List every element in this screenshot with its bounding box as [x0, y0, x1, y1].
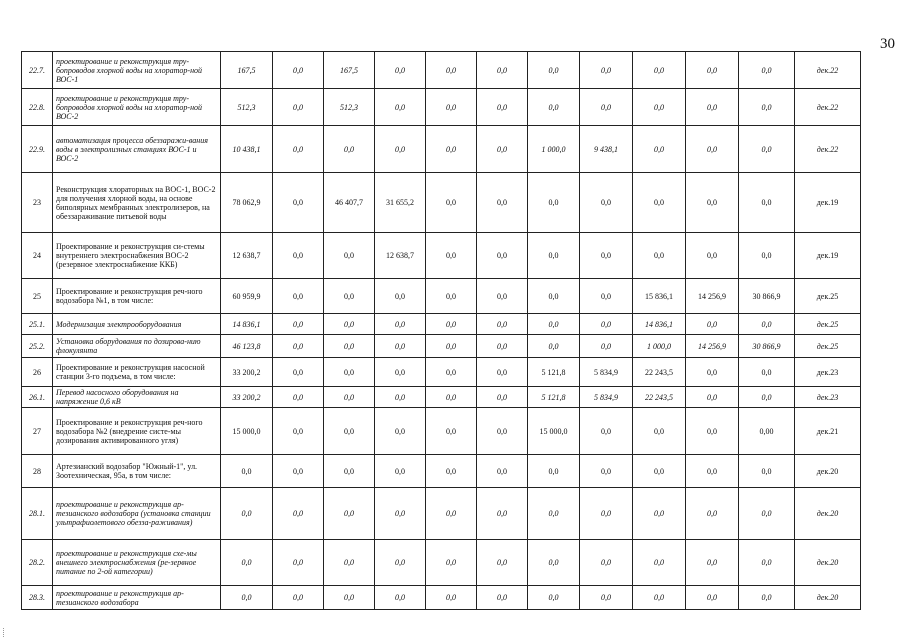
value-cell: 0,0 — [375, 126, 426, 173]
value-cell: 0,0 — [633, 233, 686, 279]
value-cell: 0,0 — [324, 335, 375, 358]
table-row — [22, 586, 861, 610]
value-cell: 0,00 — [739, 408, 795, 455]
deadline-cell: дек.25 — [795, 314, 861, 335]
value-cell: 15 000,0 — [221, 408, 273, 455]
value-cell: 0,0 — [324, 455, 375, 488]
row-number-cell: 28.3. — [22, 586, 53, 610]
value-cell: 0,0 — [375, 89, 426, 126]
value-cell: 9 438,1 — [580, 126, 633, 173]
value-cell: 0,0 — [739, 52, 795, 89]
value-cell: 0,0 — [426, 233, 477, 279]
row-number-cell: 23 — [22, 173, 53, 233]
value-cell: 0,0 — [633, 52, 686, 89]
value-cell: 10 438,1 — [221, 126, 273, 173]
value-cell: 0,0 — [324, 233, 375, 279]
value-cell: 31 655,2 — [375, 173, 426, 233]
row-name-cell: Модернизация электрооборудования — [53, 314, 221, 335]
table-row — [22, 279, 861, 314]
deadline-cell: дек.22 — [795, 52, 861, 89]
value-cell: 0,0 — [477, 279, 528, 314]
value-cell: 0,0 — [739, 233, 795, 279]
value-cell: 0,0 — [528, 89, 580, 126]
value-cell: 0,0 — [221, 455, 273, 488]
value-cell: 0,0 — [477, 540, 528, 586]
value-cell: 0,0 — [580, 279, 633, 314]
value-cell: 0,0 — [477, 126, 528, 173]
table-row — [22, 89, 861, 126]
value-cell: 0,0 — [477, 408, 528, 455]
value-cell: 0,0 — [528, 335, 580, 358]
value-cell: 0,0 — [324, 126, 375, 173]
value-cell: 0,0 — [528, 586, 580, 610]
row-number-cell: 22.8. — [22, 89, 53, 126]
value-cell: 0,0 — [686, 52, 739, 89]
value-cell: 0,0 — [426, 335, 477, 358]
deadline-cell: дек.20 — [795, 455, 861, 488]
value-cell: 0,0 — [580, 455, 633, 488]
value-cell: 0,0 — [633, 586, 686, 610]
value-cell: 0,0 — [426, 586, 477, 610]
value-cell: 0,0 — [633, 89, 686, 126]
value-cell: 0,0 — [528, 233, 580, 279]
value-cell: 0,0 — [375, 335, 426, 358]
deadline-cell: дек.22 — [795, 89, 861, 126]
value-cell: 0,0 — [528, 279, 580, 314]
value-cell: 0,0 — [633, 540, 686, 586]
value-cell: 512,3 — [324, 89, 375, 126]
value-cell: 0,0 — [528, 173, 580, 233]
deadline-cell: дек.25 — [795, 279, 861, 314]
value-cell: 0,0 — [686, 455, 739, 488]
value-cell: 12 638,7 — [375, 233, 426, 279]
row-number-cell: 26 — [22, 358, 53, 387]
value-cell: 0,0 — [426, 358, 477, 387]
row-name-cell: проектирование и реконструкция ар-тезианского водозабора (установка станции ультрафиолетового обезза-раживания) — [53, 488, 221, 540]
value-cell: 0,0 — [633, 408, 686, 455]
value-cell: 0,0 — [375, 488, 426, 540]
table-row — [22, 314, 861, 335]
row-number-cell: 22.9. — [22, 126, 53, 173]
value-cell: 0,0 — [426, 279, 477, 314]
value-cell: 0,0 — [686, 126, 739, 173]
row-number-cell: 24 — [22, 233, 53, 279]
value-cell: 0,0 — [324, 488, 375, 540]
value-cell: 0,0 — [686, 358, 739, 387]
value-cell: 0,0 — [426, 173, 477, 233]
value-cell: 0,0 — [477, 314, 528, 335]
table-row — [22, 488, 861, 540]
value-cell: 0,0 — [580, 89, 633, 126]
value-cell: 0,0 — [221, 488, 273, 540]
value-cell: 0,0 — [375, 52, 426, 89]
value-cell: 0,0 — [273, 173, 324, 233]
row-name-cell: Проектирование и реконструкция реч-ного водозабора №2 (внедрение систе-мы дозирования активированного угля) — [53, 408, 221, 455]
value-cell: 46 123,8 — [221, 335, 273, 358]
value-cell: 5 834,9 — [580, 358, 633, 387]
value-cell: 0,0 — [686, 233, 739, 279]
value-cell: 0,0 — [273, 455, 324, 488]
value-cell: 0,0 — [273, 408, 324, 455]
value-cell: 0,0 — [273, 89, 324, 126]
table-row — [22, 126, 861, 173]
value-cell: 0,0 — [221, 586, 273, 610]
deadline-cell: дек.22 — [795, 126, 861, 173]
value-cell: 0,0 — [686, 586, 739, 610]
value-cell: 0,0 — [739, 126, 795, 173]
row-name-cell: проектирование и реконструкция схе-мы внешнего электроснабжения (ре-зервное питание по 2-ой категории) — [53, 540, 221, 586]
table-row — [22, 387, 861, 408]
value-cell: 0,0 — [375, 358, 426, 387]
value-cell: 0,0 — [580, 540, 633, 586]
value-cell: 0,0 — [477, 52, 528, 89]
row-name-cell: проектирование и реконструкция тру-бопроводов хлорной воды на хлоратор-ной ВОС-1 — [53, 52, 221, 89]
value-cell: 0,0 — [580, 314, 633, 335]
value-cell: 30 866,9 — [739, 279, 795, 314]
value-cell: 0,0 — [686, 173, 739, 233]
value-cell: 0,0 — [375, 408, 426, 455]
value-cell: 0,0 — [221, 540, 273, 586]
row-number-cell: 27 — [22, 408, 53, 455]
value-cell: 0,0 — [528, 314, 580, 335]
value-cell: 0,0 — [273, 488, 324, 540]
value-cell: 0,0 — [273, 314, 324, 335]
value-cell: 0,0 — [686, 387, 739, 408]
row-number-cell: 25 — [22, 279, 53, 314]
value-cell: 0,0 — [739, 540, 795, 586]
value-cell: 0,0 — [739, 488, 795, 540]
value-cell: 0,0 — [426, 89, 477, 126]
investment-table — [21, 51, 861, 610]
deadline-cell: дек.20 — [795, 488, 861, 540]
value-cell: 0,0 — [324, 358, 375, 387]
value-cell: 0,0 — [580, 173, 633, 233]
value-cell: 0,0 — [273, 126, 324, 173]
value-cell: 5 834,9 — [580, 387, 633, 408]
value-cell: 0,0 — [273, 52, 324, 89]
row-number-cell: 26.1. — [22, 387, 53, 408]
value-cell: 0,0 — [375, 314, 426, 335]
row-number-cell: 25.1. — [22, 314, 53, 335]
value-cell: 0,0 — [633, 173, 686, 233]
value-cell: 0,0 — [633, 488, 686, 540]
value-cell: 60 959,9 — [221, 279, 273, 314]
table-row — [22, 540, 861, 586]
value-cell: 0,0 — [739, 89, 795, 126]
value-cell: 0,0 — [273, 335, 324, 358]
value-cell: 33 200,2 — [221, 358, 273, 387]
value-cell: 167,5 — [324, 52, 375, 89]
value-cell: 0,0 — [739, 358, 795, 387]
value-cell: 46 407,7 — [324, 173, 375, 233]
value-cell: 0,0 — [580, 233, 633, 279]
value-cell: 0,0 — [324, 586, 375, 610]
value-cell: 0,0 — [324, 314, 375, 335]
value-cell: 0,0 — [477, 488, 528, 540]
row-name-cell: Установка оборудования по дозирова-нию флокулянта — [53, 335, 221, 358]
value-cell: 0,0 — [477, 455, 528, 488]
value-cell: 0,0 — [528, 488, 580, 540]
value-cell: 12 638,7 — [221, 233, 273, 279]
value-cell: 0,0 — [426, 387, 477, 408]
value-cell: 0,0 — [686, 540, 739, 586]
value-cell: 0,0 — [477, 387, 528, 408]
value-cell: 0,0 — [375, 279, 426, 314]
value-cell: 0,0 — [580, 52, 633, 89]
deadline-cell: дек.23 — [795, 387, 861, 408]
value-cell: 22 243,5 — [633, 358, 686, 387]
value-cell: 0,0 — [580, 408, 633, 455]
value-cell: 5 121,8 — [528, 358, 580, 387]
value-cell: 512,3 — [221, 89, 273, 126]
table-body — [22, 52, 861, 610]
value-cell: 0,0 — [739, 173, 795, 233]
value-cell: 15 836,1 — [633, 279, 686, 314]
value-cell: 0,0 — [324, 279, 375, 314]
value-cell: 14 256,9 — [686, 279, 739, 314]
value-cell: 0,0 — [375, 540, 426, 586]
row-number-cell: 28.1. — [22, 488, 53, 540]
value-cell: 0,0 — [324, 408, 375, 455]
value-cell: 0,0 — [739, 314, 795, 335]
value-cell: 0,0 — [426, 408, 477, 455]
value-cell: 14 836,1 — [221, 314, 273, 335]
deadline-cell: дек.21 — [795, 408, 861, 455]
table-row — [22, 408, 861, 455]
value-cell: 14 256,9 — [686, 335, 739, 358]
page-number: 30 — [880, 36, 895, 52]
value-cell: 0,0 — [528, 455, 580, 488]
deadline-cell: дек.20 — [795, 586, 861, 610]
table-row — [22, 233, 861, 279]
row-name-cell: Артезианский водозабор "Южный-1", ул. Зоотехническая, 95а, в том числе: — [53, 455, 221, 488]
row-name-cell: проектирование и реконструкция ар-тезианского водозабора — [53, 586, 221, 610]
table-row — [22, 455, 861, 488]
value-cell: 0,0 — [686, 488, 739, 540]
value-cell: 0,0 — [528, 540, 580, 586]
deadline-cell: дек.19 — [795, 233, 861, 279]
value-cell: 0,0 — [273, 540, 324, 586]
value-cell: 0,0 — [273, 387, 324, 408]
value-cell: 0,0 — [477, 173, 528, 233]
value-cell: 5 121,8 — [528, 387, 580, 408]
table-row — [22, 335, 861, 358]
value-cell: 0,0 — [686, 89, 739, 126]
table-row — [22, 52, 861, 89]
value-cell: 0,0 — [739, 387, 795, 408]
value-cell: 1 000,0 — [633, 335, 686, 358]
deadline-cell: дек.25 — [795, 335, 861, 358]
value-cell: 0,0 — [324, 387, 375, 408]
value-cell: 0,0 — [686, 314, 739, 335]
row-number-cell: 22.7. — [22, 52, 53, 89]
value-cell: 0,0 — [426, 488, 477, 540]
value-cell: 0,0 — [273, 279, 324, 314]
value-cell: 0,0 — [426, 455, 477, 488]
value-cell: 0,0 — [477, 358, 528, 387]
value-cell: 14 836,1 — [633, 314, 686, 335]
value-cell: 0,0 — [739, 455, 795, 488]
row-number-cell: 25.2. — [22, 335, 53, 358]
row-name-cell: Проектирование и реконструкция реч-ного водозабора №1, в том числе: — [53, 279, 221, 314]
value-cell: 0,0 — [426, 540, 477, 586]
row-name-cell: Реконструкция хлораторных на ВОС-1, ВОС-2 для получения хлорной воды, на основе биполярных мембранных электролизеров, на обеззараживание питьевой воды — [53, 173, 221, 233]
row-name-cell: проектирование и реконструкция тру-бопроводов хлорной воды на хлоратор-ной ВОС-2 — [53, 89, 221, 126]
value-cell: 0,0 — [580, 488, 633, 540]
value-cell: 1 000,0 — [528, 126, 580, 173]
value-cell: 15 000,0 — [528, 408, 580, 455]
value-cell: 0,0 — [477, 335, 528, 358]
scan-artifact — [3, 628, 6, 637]
deadline-cell: дек.19 — [795, 173, 861, 233]
value-cell: 0,0 — [375, 586, 426, 610]
value-cell: 78 062,9 — [221, 173, 273, 233]
value-cell: 0,0 — [324, 540, 375, 586]
table-row — [22, 173, 861, 233]
value-cell: 0,0 — [580, 586, 633, 610]
value-cell: 0,0 — [477, 233, 528, 279]
deadline-cell: дек.20 — [795, 540, 861, 586]
row-name-cell: Проектирование и реконструкция си-стемы внутреннего электроснабжения ВОС-2 (резервное электроснабжение ККБ) — [53, 233, 221, 279]
value-cell: 0,0 — [580, 335, 633, 358]
row-name-cell: автоматизация процесса обеззаражи-вания воды в электролизных станциях ВОС-1 и ВОС-2 — [53, 126, 221, 173]
value-cell: 0,0 — [477, 89, 528, 126]
row-number-cell: 28.2. — [22, 540, 53, 586]
value-cell: 30 866,9 — [739, 335, 795, 358]
value-cell: 33 200,2 — [221, 387, 273, 408]
row-number-cell: 28 — [22, 455, 53, 488]
value-cell: 22 243,5 — [633, 387, 686, 408]
value-cell: 0,0 — [426, 52, 477, 89]
row-name-cell: Перевод насосного оборудования на напряжение 0,6 кВ — [53, 387, 221, 408]
value-cell: 0,0 — [426, 314, 477, 335]
value-cell: 0,0 — [375, 387, 426, 408]
value-cell: 0,0 — [633, 455, 686, 488]
value-cell: 0,0 — [739, 586, 795, 610]
value-cell: 0,0 — [477, 586, 528, 610]
value-cell: 167,5 — [221, 52, 273, 89]
value-cell: 0,0 — [375, 455, 426, 488]
value-cell: 0,0 — [528, 52, 580, 89]
deadline-cell: дек.23 — [795, 358, 861, 387]
table-row — [22, 358, 861, 387]
value-cell: 0,0 — [273, 233, 324, 279]
value-cell: 0,0 — [273, 586, 324, 610]
value-cell: 0,0 — [686, 408, 739, 455]
value-cell: 0,0 — [633, 126, 686, 173]
value-cell: 0,0 — [426, 126, 477, 173]
value-cell: 0,0 — [273, 358, 324, 387]
row-name-cell: Проектирование и реконструкция насосной станции 3-го подъема, в том числе: — [53, 358, 221, 387]
